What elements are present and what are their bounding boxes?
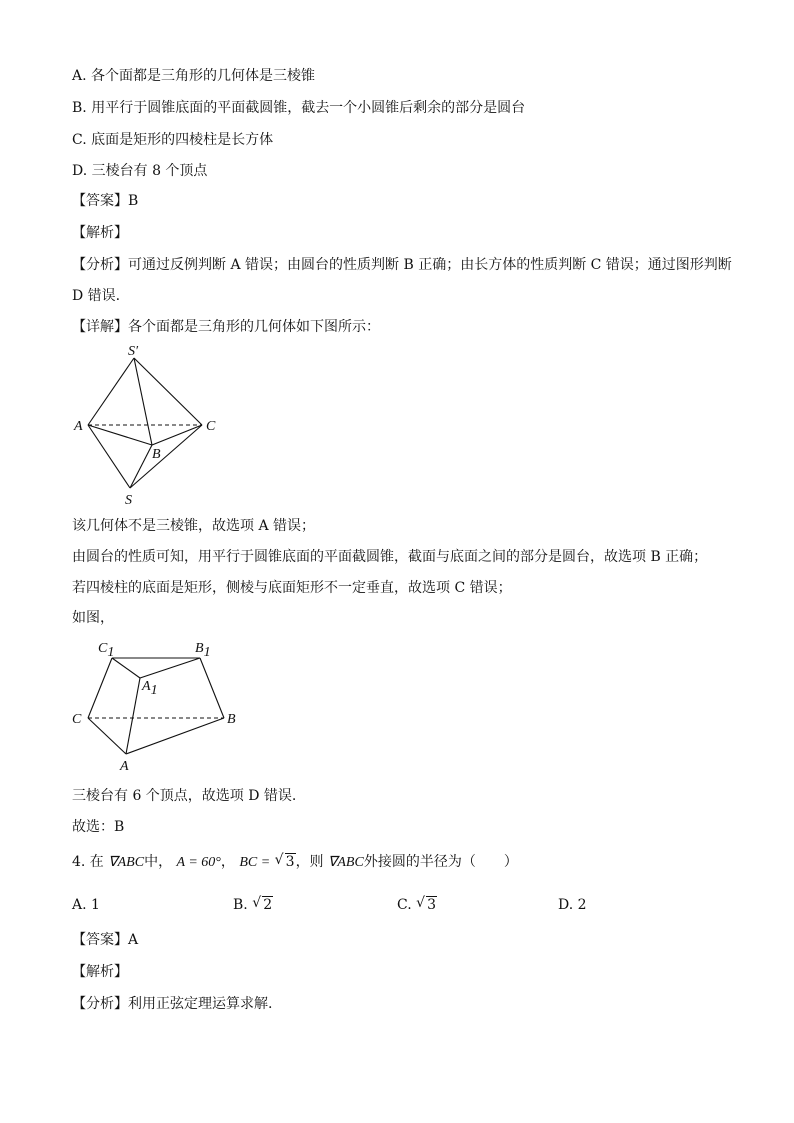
- choose-b: 故选：B: [72, 819, 125, 835]
- detail-heading-q3: 【详解】各个面都是三角形的几何体如下图所示：: [72, 319, 380, 335]
- triangle-abc-2: ∇ABC: [328, 855, 364, 870]
- analysis-q4: 【分析】利用正弦定理运算求解.: [72, 996, 273, 1012]
- q4-choice-d: D. 2: [558, 897, 587, 913]
- q4-number: 4. 在: [72, 854, 104, 870]
- label-c: C: [72, 712, 82, 727]
- triangle-abc-1: ∇ABC: [108, 855, 145, 870]
- option-b: B. 用平行于圆锥底面的平面截圆锥，截去一个小圆锥后剩余的部分是圆台: [72, 100, 526, 116]
- as-figure: 如图，: [72, 610, 114, 626]
- q4-choice-a: A. 1: [72, 897, 100, 913]
- label-c: C: [206, 419, 216, 434]
- label-c1: C1: [98, 641, 115, 660]
- label-s: S: [125, 493, 132, 508]
- conclusion-a: 该几何体不是三棱锥，故选项 A 错误；: [72, 518, 316, 534]
- label-b1: B1: [195, 641, 211, 660]
- q4-tail: 外接圆的半径为（ ）: [363, 854, 518, 870]
- sqrt-3-choice: √ 3: [416, 895, 437, 913]
- q4-mid1: 中，: [144, 854, 173, 870]
- sqrt-3: √ 3: [274, 852, 295, 870]
- analysis-q3-line1: 【分析】可通过反例判断 A 错误；由圆台的性质判断 B 正确；由长方体的性质判断 C 错误；通过图形判断: [72, 257, 732, 273]
- analysis-q3-line2: D 错误.: [72, 288, 121, 304]
- frustum-figure: [68, 632, 248, 777]
- label-a: A: [120, 759, 129, 774]
- label-a1: A1: [142, 679, 158, 698]
- q4-choice-b: B. √ 2: [233, 895, 273, 913]
- label-a: A: [74, 419, 83, 434]
- angle-a: A = 60°: [176, 855, 221, 870]
- label-s-prime: S′: [128, 344, 139, 359]
- q4-sep: ，: [220, 854, 235, 870]
- answer-q4: 【答案】A: [72, 932, 139, 948]
- q4-mid2: ，则: [295, 854, 324, 870]
- conclusion-b: 由圆台的性质可知，用平行于圆锥底面的平面截圆锥，截面与底面之间的部分是圆台，故选项 B 正确；: [72, 549, 708, 565]
- conclusion-d: 三棱台有 6 个顶点，故选项 D 错误.: [72, 788, 297, 804]
- side-bc: BC =: [239, 855, 271, 870]
- option-d: D. 三棱台有 8 个顶点: [72, 163, 208, 179]
- label-b: B: [152, 447, 161, 462]
- analysis-heading-q3: 【解析】: [72, 225, 128, 241]
- sqrt-2: √ 2: [252, 895, 273, 913]
- question-4: [72, 853, 518, 872]
- conclusion-c: 若四棱柱的底面是矩形，侧棱与底面矩形不一定垂直，故选项 C 错误；: [72, 580, 512, 596]
- answer-q3: 【答案】B: [72, 193, 139, 209]
- option-a: A. 各个面都是三角形的几何体是三棱锥: [72, 68, 316, 84]
- label-b: B: [227, 712, 236, 727]
- bipyramid-figure: [70, 340, 230, 510]
- q4-choice-c: C. √ 3: [397, 895, 437, 913]
- analysis-heading-q4: 【解析】: [72, 964, 128, 980]
- option-c: C. 底面是矩形的四棱柱是长方体: [72, 132, 274, 148]
